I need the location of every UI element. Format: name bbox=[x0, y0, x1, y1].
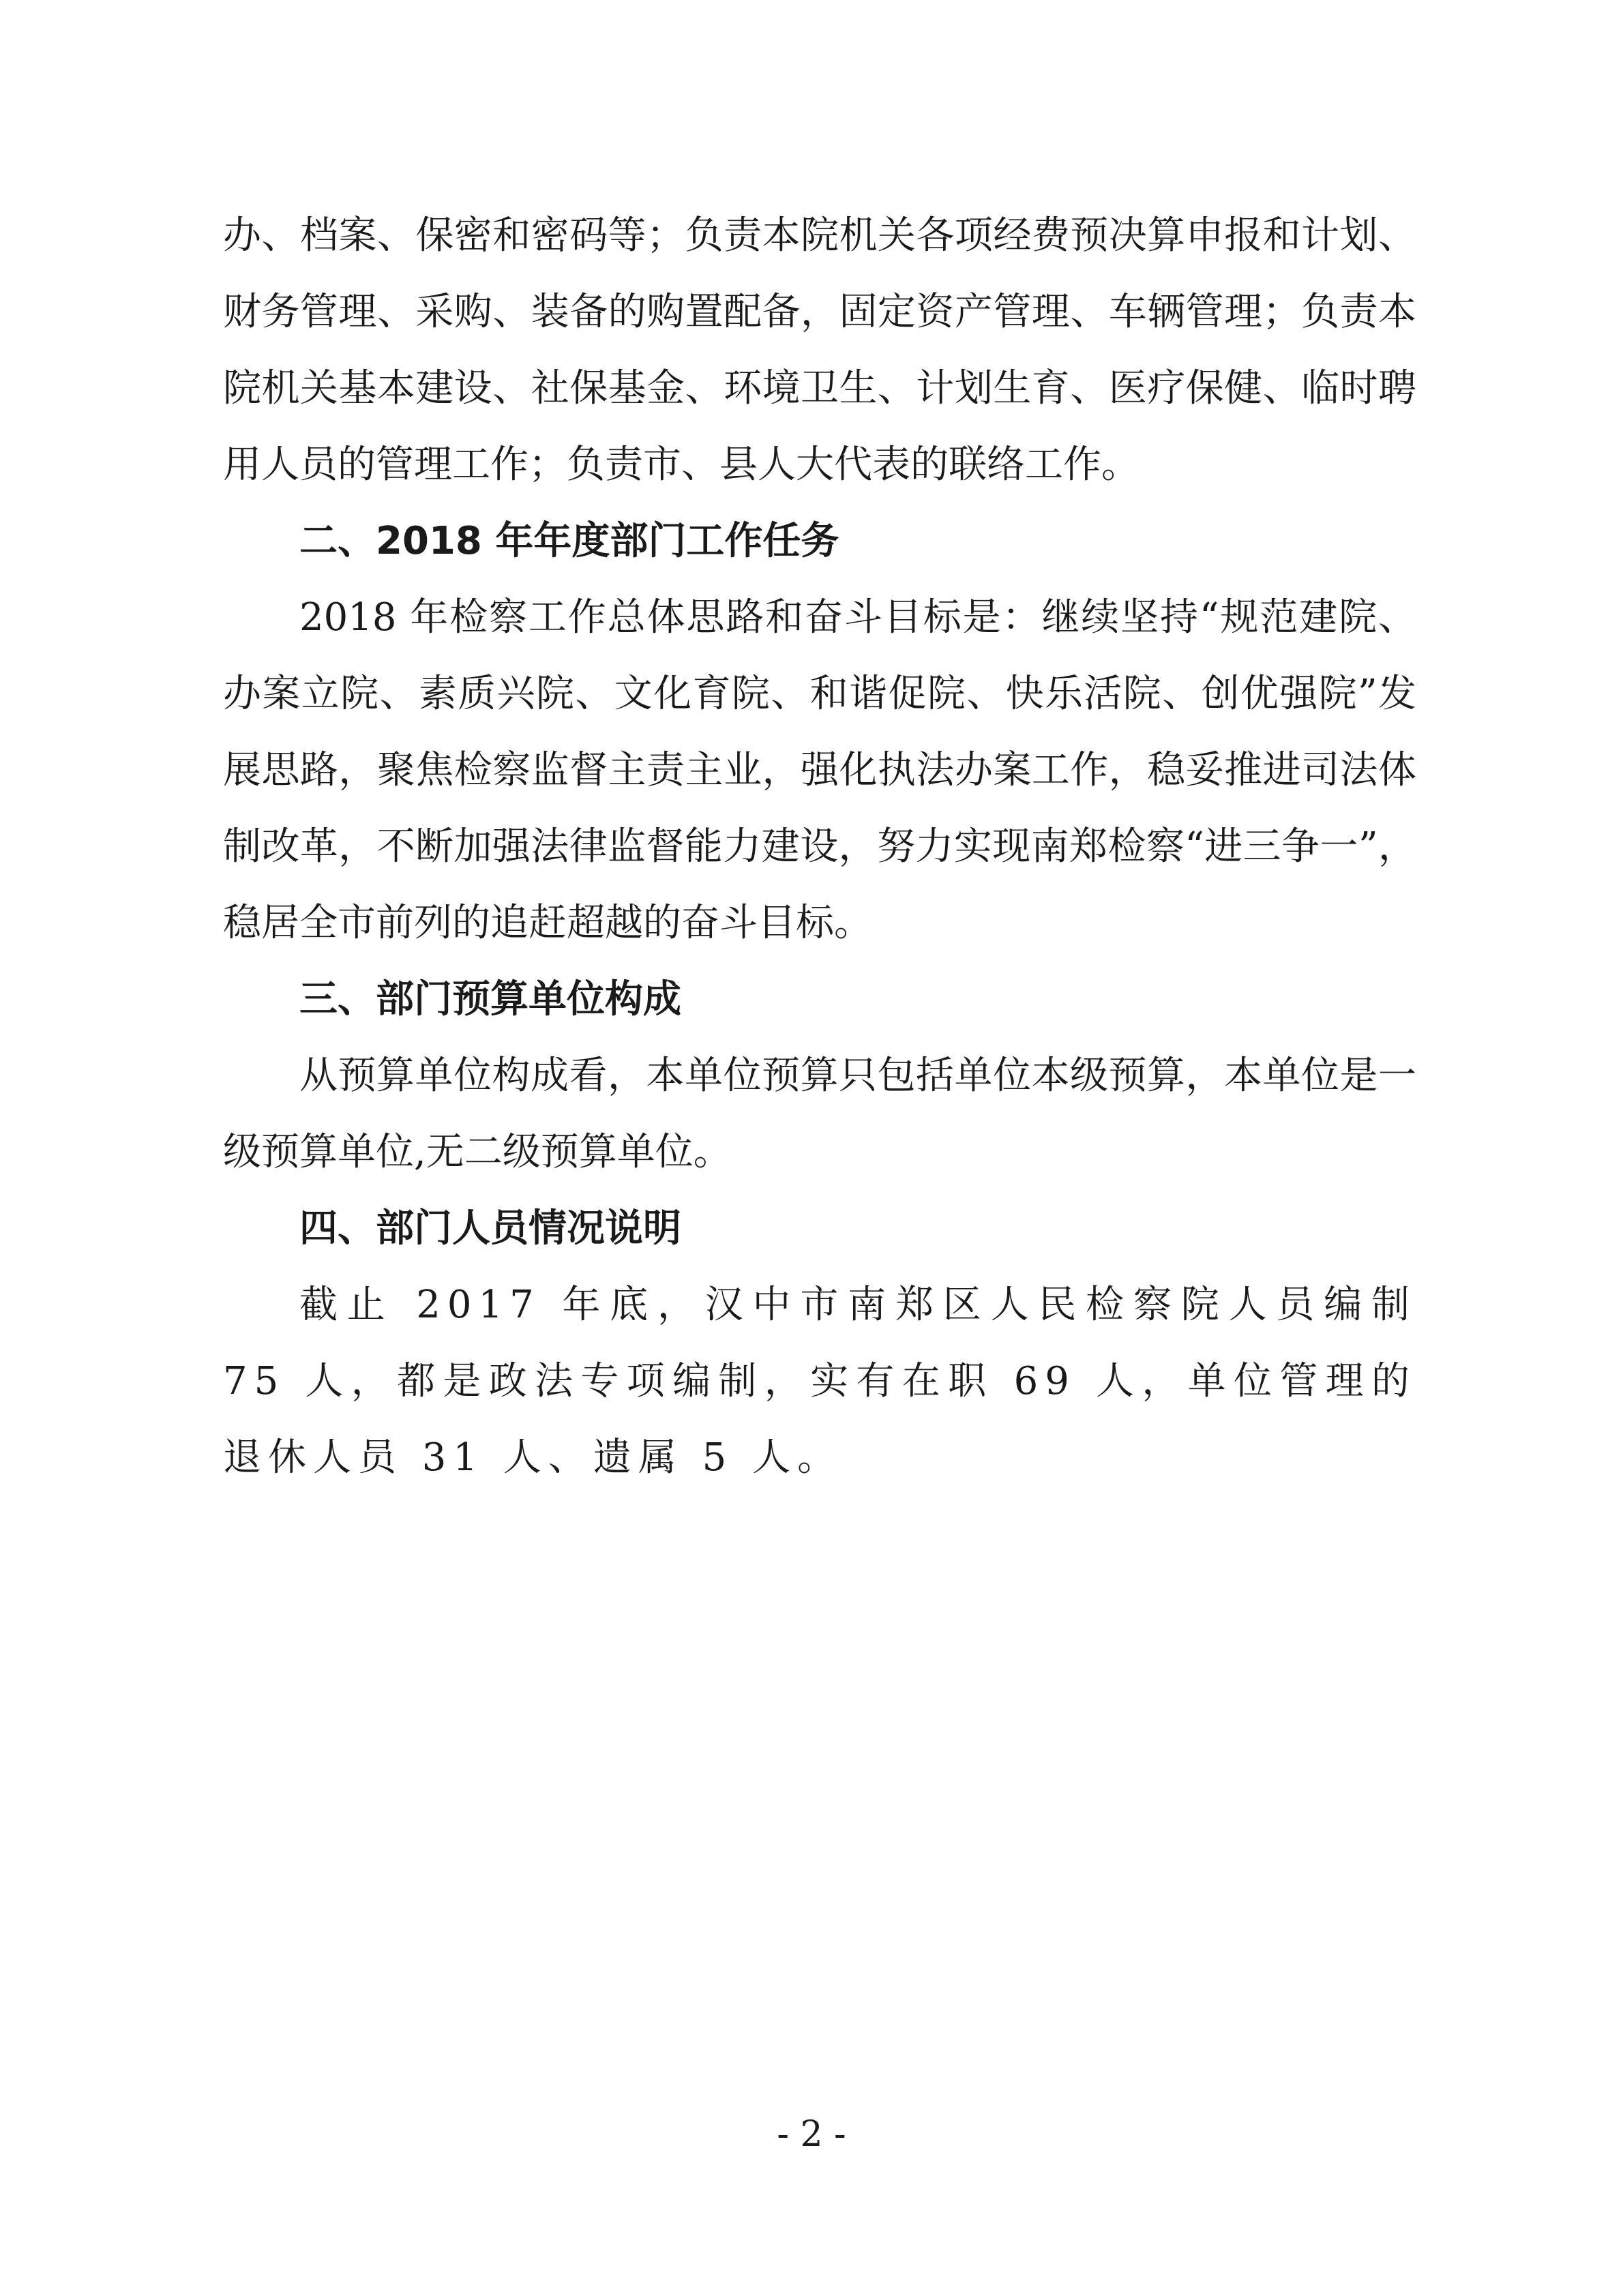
section-body-budget-units: 从预算单位构成看，本单位预算只包括单位本级预算，本单位是一级预算单位,无二级预算单位。 bbox=[223, 1054, 1416, 1174]
section-heading-staff: 四、部门人员情况说明 bbox=[299, 1206, 681, 1251]
section-body-staff: 截止 2017 年底，汉中市南郑区人民检察院人员编制 75 人，都是政法专项编制，实有在职 69 人，单位管理的退休人员 31 人、遗属 5 人。 bbox=[223, 1283, 1416, 1480]
section-body-work-tasks: 2018 年检察工作总体思路和奋斗目标是：继续坚持“规范建院、办案立院、素质兴院、文化育院、和谐促院、快乐活院、创优强院”发展思路，聚焦检察监督主责主业，强化执法办案工作，稳妥推进司法体制改革，不断加强法律监督能力建设，努力实现南郑检察“进三争一”，稳居全市前列的追赶超越的奋斗目标。 bbox=[223, 595, 1416, 945]
document-body bbox=[223, 198, 1416, 1496]
section-heading-work-tasks: 二、2018 年年度部门工作任务 bbox=[299, 519, 839, 563]
intro-paragraph: 办、档案、保密和密码等；负责本院机关各项经费预决算申报和计划、财务管理、采购、装备的购置配备，固定资产管理、车辆管理；负责本院机关基本建设、社保基金、环境卫生、计划生育、医疗保健、临时聘用人员的管理工作；负责市、县人大代表的联络工作。 bbox=[223, 213, 1416, 487]
page-number: - 2 - bbox=[777, 2114, 846, 2155]
section-heading-budget-units: 三、部门预算单位构成 bbox=[299, 977, 681, 1022]
